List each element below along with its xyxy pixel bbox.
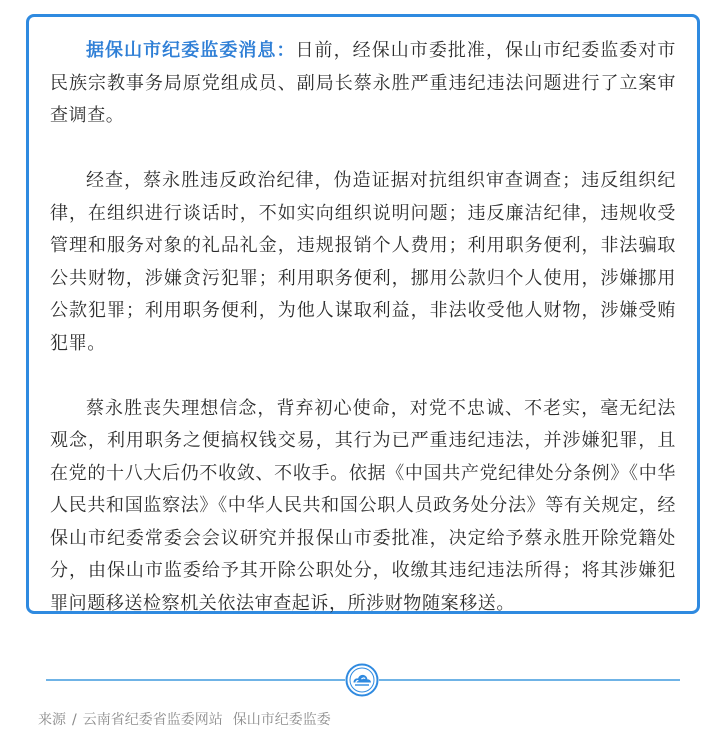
article-paragraph-1 (50, 35, 676, 133)
source-line (38, 709, 331, 729)
source-label: 来源 (38, 712, 66, 728)
cloud-emblem-icon (345, 663, 379, 697)
article-lead: 据保山市纪委监委消息： (86, 40, 296, 61)
article-paragraph-1-text: 日前，经保山市委批准，保山市纪委监委对市民族宗教事务局原党组成员、副局长蔡永胜严重违纪违法问题进行了立案审查调查。 (50, 40, 676, 126)
article-paragraph-2: 经查，蔡永胜违反政治纪律，伪造证据对抗组织审查调查；违反组织纪律，在组织进行谈话时，不如实向组织说明问题；违反廉洁纪律，违规收受管理和服务对象的礼品礼金，违规报销个人费用；利用职务便利，非法骗取公共财物，涉嫌贪污犯罪；利用职务便利，挪用公款归个人使用，涉嫌挪用公款犯罪；利用职务便利，为他人谋取利益，非法收受他人财物，涉嫌受贿犯罪。 (50, 170, 676, 354)
source-outlet-1[interactable]: 云南省纪委省监委网站 (82, 712, 223, 728)
source-separator: / (72, 712, 77, 728)
source-outlet-2[interactable]: 保山市纪委监委 (232, 712, 331, 728)
article-paragraph-3: 蔡永胜丧失理想信念，背弃初心使命，对党不忠诚、不老实，毫无纪法观念，利用职务之便搞权钱交易，其行为已严重违纪违法，并涉嫌犯罪，且在党的十八大后仍不收敛、不收手。依据《中国共产党纪律处分条例》《中华人民共和国监察法》《中华人民共和国公职人员政务处分法》等有关规定，经保山市纪委常委会会议研究并报保山市委批准，决定给予蔡永胜开除党籍处分，由保山市监委给予其开除公职处分，收缴其违纪违法所得；将其涉嫌犯罪问题移送检察机关依法审查起诉，所涉财物随案移送。 (50, 397, 676, 614)
article-box (26, 14, 700, 614)
